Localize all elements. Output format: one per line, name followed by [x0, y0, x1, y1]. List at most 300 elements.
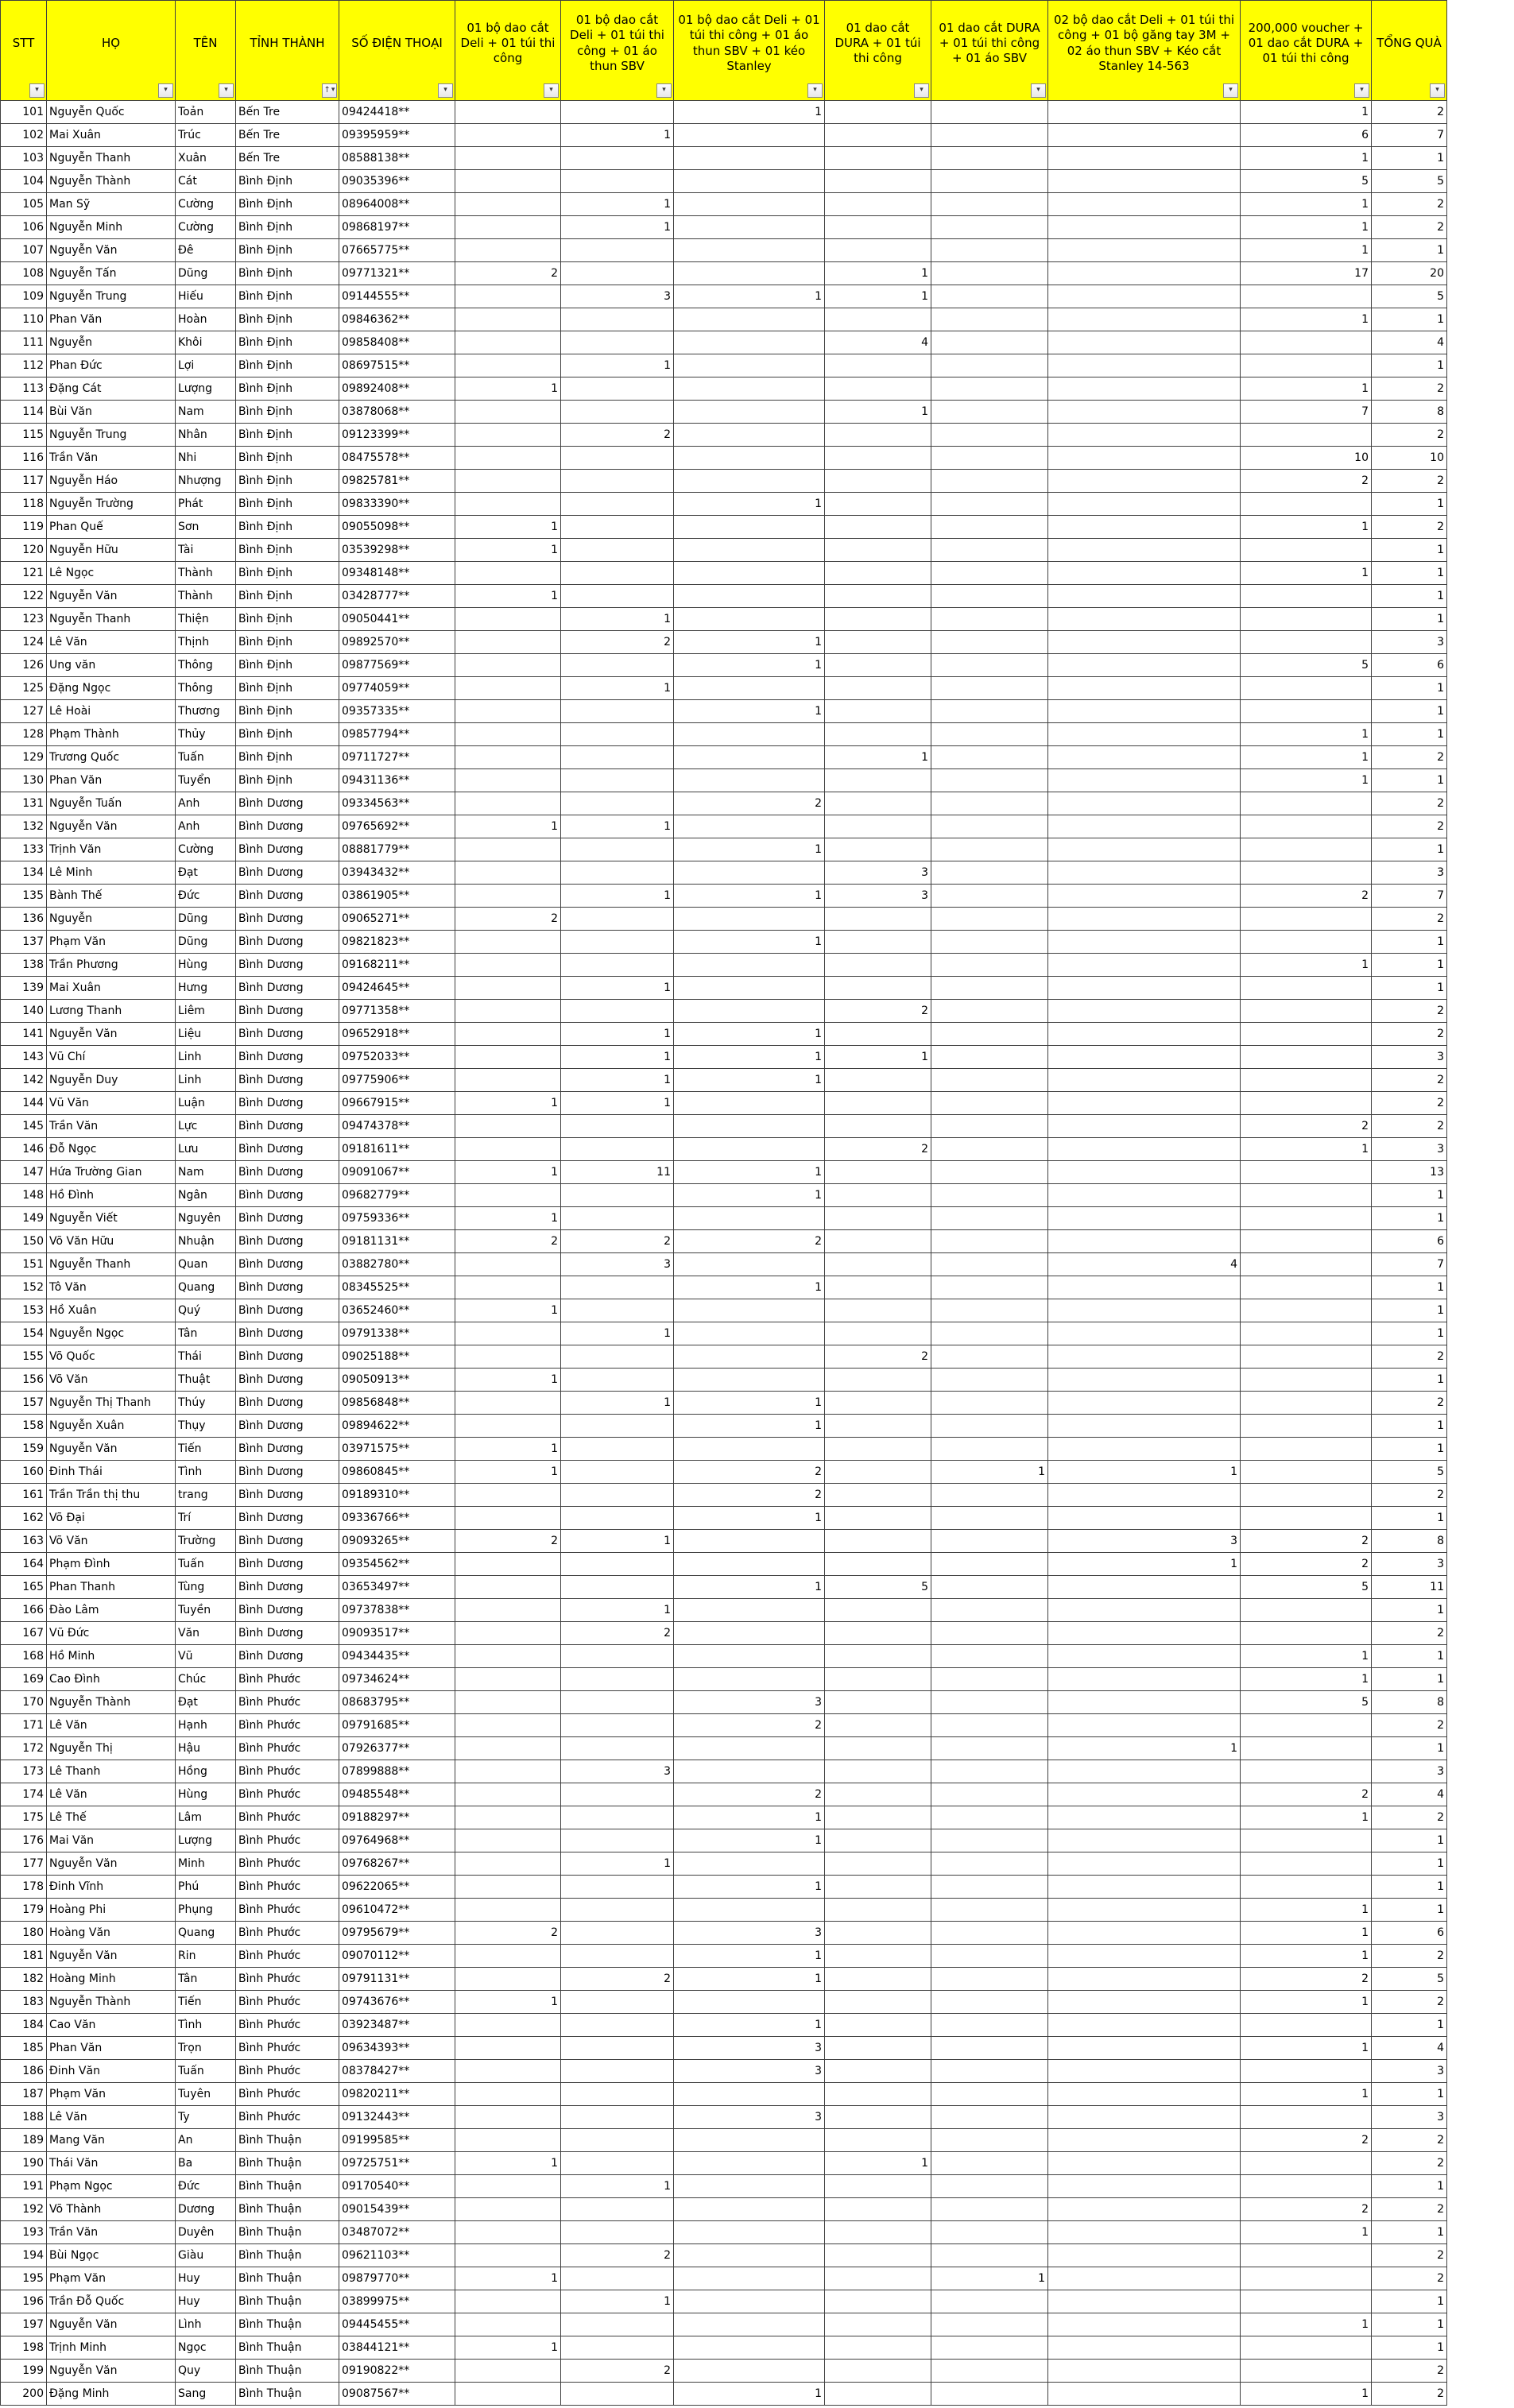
cell-qua-1[interactable]	[455, 1345, 561, 1369]
cell-so-dien-thoai[interactable]: 09743676**	[339, 1991, 455, 2014]
cell-tong-qua[interactable]: 4	[1372, 1783, 1447, 1806]
cell-stt[interactable]: 140	[1, 1000, 47, 1023]
cell-so-dien-thoai[interactable]: 07899888**	[339, 1760, 455, 1783]
cell-qua-2[interactable]: 1	[561, 1852, 674, 1876]
cell-tinh-thanh[interactable]: Bình Dương	[236, 1369, 339, 1392]
cell-qua-7[interactable]	[1241, 1299, 1372, 1322]
cell-stt[interactable]: 185	[1, 2037, 47, 2060]
cell-qua-5[interactable]	[931, 861, 1048, 885]
cell-qua-7[interactable]	[1241, 2244, 1372, 2267]
cell-tong-qua[interactable]: 7	[1372, 885, 1447, 908]
cell-qua-1[interactable]	[455, 1069, 561, 1092]
cell-stt[interactable]: 197	[1, 2313, 47, 2336]
cell-qua-5[interactable]	[931, 470, 1048, 493]
cell-qua-2[interactable]	[561, 1737, 674, 1760]
cell-qua-7[interactable]	[1241, 2060, 1372, 2083]
cell-qua-6[interactable]	[1048, 1207, 1241, 1230]
cell-qua-6[interactable]	[1048, 1968, 1241, 1991]
cell-qua-6[interactable]	[1048, 1876, 1241, 1899]
cell-ten[interactable]: Thụy	[176, 1415, 236, 1438]
cell-qua-4[interactable]	[825, 216, 931, 239]
cell-qua-5[interactable]	[931, 746, 1048, 769]
cell-qua-3[interactable]: 1	[674, 1046, 825, 1069]
cell-qua-2[interactable]	[561, 1000, 674, 1023]
cell-qua-3[interactable]	[674, 861, 825, 885]
cell-tinh-thanh[interactable]: Bình Phước	[236, 1876, 339, 1899]
cell-so-dien-thoai[interactable]: 09857794**	[339, 723, 455, 746]
cell-ten[interactable]: Thương	[176, 700, 236, 723]
cell-tinh-thanh[interactable]: Bình Định	[236, 654, 339, 677]
cell-qua-2[interactable]: 3	[561, 1760, 674, 1783]
cell-tinh-thanh[interactable]: Bình Thuận	[236, 2267, 339, 2290]
cell-ho[interactable]: Phạm Đình	[47, 1553, 176, 1576]
cell-so-dien-thoai[interactable]: 03923487**	[339, 2014, 455, 2037]
cell-stt[interactable]: 175	[1, 1806, 47, 1829]
cell-qua-1[interactable]	[455, 1115, 561, 1138]
cell-qua-5[interactable]	[931, 1000, 1048, 1023]
cell-qua-6[interactable]	[1048, 631, 1241, 654]
cell-tinh-thanh[interactable]: Bình Phước	[236, 1737, 339, 1760]
cell-so-dien-thoai[interactable]: 09424645**	[339, 977, 455, 1000]
cell-qua-1[interactable]: 2	[455, 1922, 561, 1945]
cell-qua-2[interactable]: 2	[561, 2244, 674, 2267]
cell-stt[interactable]: 119	[1, 516, 47, 539]
cell-qua-5[interactable]	[931, 723, 1048, 746]
cell-stt[interactable]: 136	[1, 908, 47, 931]
cell-qua-1[interactable]	[455, 1691, 561, 1714]
cell-ten[interactable]: Lượng	[176, 377, 236, 401]
cell-qua-6[interactable]	[1048, 262, 1241, 285]
cell-qua-7[interactable]: 1	[1241, 769, 1372, 792]
cell-ten[interactable]: trang	[176, 1484, 236, 1507]
cell-ho[interactable]: Nguyễn Thanh	[47, 608, 176, 631]
cell-qua-3[interactable]	[674, 1599, 825, 1622]
cell-stt[interactable]: 161	[1, 1484, 47, 1507]
cell-qua-5[interactable]	[931, 1023, 1048, 1046]
cell-ho[interactable]: Nguyễn Thành	[47, 170, 176, 193]
cell-qua-3[interactable]	[674, 2083, 825, 2106]
cell-qua-7[interactable]	[1241, 1322, 1372, 1345]
cell-tinh-thanh[interactable]: Bình Thuận	[236, 2360, 339, 2383]
cell-qua-4[interactable]	[825, 1714, 931, 1737]
cell-ho[interactable]: Phạm Văn	[47, 2267, 176, 2290]
cell-stt[interactable]: 133	[1, 838, 47, 861]
cell-qua-5[interactable]	[931, 331, 1048, 354]
cell-tong-qua[interactable]: 1	[1372, 1645, 1447, 1668]
cell-qua-7[interactable]	[1241, 585, 1372, 608]
cell-qua-3[interactable]: 3	[674, 1922, 825, 1945]
cell-qua-5[interactable]	[931, 516, 1048, 539]
cell-qua-6[interactable]	[1048, 377, 1241, 401]
cell-qua-1[interactable]	[455, 1046, 561, 1069]
cell-tinh-thanh[interactable]: Bình Định	[236, 308, 339, 331]
cell-qua-7[interactable]: 2	[1241, 1530, 1372, 1553]
cell-qua-5[interactable]	[931, 147, 1048, 170]
cell-qua-4[interactable]	[825, 170, 931, 193]
cell-qua-3[interactable]	[674, 239, 825, 262]
cell-qua-7[interactable]	[1241, 1392, 1372, 1415]
cell-stt[interactable]: 117	[1, 470, 47, 493]
cell-qua-4[interactable]	[825, 931, 931, 954]
cell-qua-4[interactable]	[825, 815, 931, 838]
cell-qua-5[interactable]	[931, 608, 1048, 631]
cell-tong-qua[interactable]: 20	[1372, 262, 1447, 285]
cell-qua-1[interactable]	[455, 977, 561, 1000]
cell-qua-2[interactable]: 1	[561, 2175, 674, 2198]
cell-ten[interactable]: Ngân	[176, 1184, 236, 1207]
cell-qua-5[interactable]	[931, 447, 1048, 470]
cell-tinh-thanh[interactable]: Bình Định	[236, 608, 339, 631]
cell-qua-1[interactable]	[455, 401, 561, 424]
cell-qua-1[interactable]: 2	[455, 262, 561, 285]
cell-tong-qua[interactable]: 2	[1372, 2360, 1447, 2383]
cell-qua-1[interactable]	[455, 1899, 561, 1922]
cell-qua-1[interactable]	[455, 1829, 561, 1852]
cell-ten[interactable]: Ty	[176, 2106, 236, 2129]
cell-qua-1[interactable]	[455, 239, 561, 262]
cell-qua-5[interactable]	[931, 216, 1048, 239]
cell-qua-5[interactable]	[931, 838, 1048, 861]
cell-qua-5[interactable]	[931, 493, 1048, 516]
cell-qua-7[interactable]: 1	[1241, 1922, 1372, 1945]
cell-ho[interactable]: Hồ Đình	[47, 1184, 176, 1207]
cell-qua-1[interactable]	[455, 470, 561, 493]
cell-tong-qua[interactable]: 2	[1372, 746, 1447, 769]
cell-ho[interactable]: Phạm Văn	[47, 931, 176, 954]
cell-qua-1[interactable]	[455, 1968, 561, 1991]
cell-tong-qua[interactable]: 3	[1372, 2060, 1447, 2083]
cell-tinh-thanh[interactable]: Bình Định	[236, 170, 339, 193]
cell-qua-1[interactable]: 1	[455, 1438, 561, 1461]
cell-tong-qua[interactable]: 6	[1372, 654, 1447, 677]
cell-tinh-thanh[interactable]: Bình Định	[236, 562, 339, 585]
cell-qua-4[interactable]	[825, 470, 931, 493]
cell-ten[interactable]: Vũ	[176, 1645, 236, 1668]
cell-qua-7[interactable]: 1	[1241, 101, 1372, 124]
cell-ten[interactable]: Tình	[176, 1461, 236, 1484]
cell-qua-2[interactable]: 3	[561, 285, 674, 308]
cell-qua-7[interactable]	[1241, 1852, 1372, 1876]
cell-stt[interactable]: 128	[1, 723, 47, 746]
cell-tinh-thanh[interactable]: Bình Dương	[236, 1415, 339, 1438]
cell-tong-qua[interactable]: 1	[1372, 2014, 1447, 2037]
cell-ten[interactable]: Đạt	[176, 1691, 236, 1714]
cell-ho[interactable]: Nguyễn Thị Thanh	[47, 1392, 176, 1415]
cell-qua-7[interactable]	[1241, 792, 1372, 815]
cell-qua-4[interactable]: 2	[825, 1000, 931, 1023]
cell-ten[interactable]: Hùng	[176, 954, 236, 977]
cell-stt[interactable]: 102	[1, 124, 47, 147]
cell-tong-qua[interactable]: 2	[1372, 1991, 1447, 2014]
cell-qua-7[interactable]	[1241, 677, 1372, 700]
cell-qua-1[interactable]	[455, 1023, 561, 1046]
cell-so-dien-thoai[interactable]: 09622065**	[339, 1876, 455, 1899]
cell-qua-2[interactable]	[561, 769, 674, 792]
cell-qua-7[interactable]: 1	[1241, 1645, 1372, 1668]
cell-qua-7[interactable]	[1241, 1415, 1372, 1438]
cell-so-dien-thoai[interactable]: 09846362**	[339, 308, 455, 331]
cell-qua-6[interactable]	[1048, 954, 1241, 977]
cell-tinh-thanh[interactable]: Bình Dương	[236, 1322, 339, 1345]
cell-qua-3[interactable]	[674, 2221, 825, 2244]
cell-qua-2[interactable]	[561, 1645, 674, 1668]
cell-qua-5[interactable]	[931, 1345, 1048, 1369]
cell-qua-7[interactable]	[1241, 2106, 1372, 2129]
cell-qua-6[interactable]	[1048, 746, 1241, 769]
cell-qua-1[interactable]	[455, 2244, 561, 2267]
cell-qua-7[interactable]	[1241, 493, 1372, 516]
cell-qua-4[interactable]	[825, 723, 931, 746]
cell-so-dien-thoai[interactable]: 08588138**	[339, 147, 455, 170]
cell-stt[interactable]: 194	[1, 2244, 47, 2267]
cell-qua-3[interactable]: 1	[674, 2014, 825, 2037]
cell-qua-3[interactable]: 2	[674, 1783, 825, 1806]
cell-qua-6[interactable]	[1048, 470, 1241, 493]
cell-ho[interactable]: Nguyễn Thị	[47, 1737, 176, 1760]
cell-tong-qua[interactable]: 1	[1372, 1207, 1447, 1230]
cell-ho[interactable]: Mai Xuân	[47, 977, 176, 1000]
cell-qua-1[interactable]	[455, 2290, 561, 2313]
cell-ho[interactable]: Võ Thành	[47, 2198, 176, 2221]
cell-qua-6[interactable]	[1048, 1760, 1241, 1783]
cell-qua-5[interactable]	[931, 885, 1048, 908]
cell-qua-1[interactable]: 1	[455, 585, 561, 608]
cell-qua-3[interactable]: 1	[674, 1415, 825, 1438]
cell-so-dien-thoai[interactable]: 09348148**	[339, 562, 455, 585]
cell-so-dien-thoai[interactable]: 09877569**	[339, 654, 455, 677]
cell-tong-qua[interactable]: 1	[1372, 1899, 1447, 1922]
cell-qua-5[interactable]	[931, 124, 1048, 147]
cell-qua-7[interactable]	[1241, 700, 1372, 723]
cell-qua-2[interactable]: 1	[561, 977, 674, 1000]
cell-qua-5[interactable]	[931, 1829, 1048, 1852]
cell-qua-1[interactable]	[455, 2037, 561, 2060]
cell-stt[interactable]: 148	[1, 1184, 47, 1207]
cell-so-dien-thoai[interactable]: 09035396**	[339, 170, 455, 193]
cell-qua-2[interactable]	[561, 1115, 674, 1138]
cell-qua-6[interactable]	[1048, 1899, 1241, 1922]
cell-tong-qua[interactable]: 2	[1372, 1622, 1447, 1645]
cell-tong-qua[interactable]: 13	[1372, 1161, 1447, 1184]
cell-ho[interactable]: Vũ Văn	[47, 1092, 176, 1115]
cell-ho[interactable]: Nguyễn	[47, 331, 176, 354]
cell-tinh-thanh[interactable]: Bình Định	[236, 216, 339, 239]
cell-qua-4[interactable]	[825, 838, 931, 861]
cell-qua-3[interactable]	[674, 1115, 825, 1138]
cell-qua-7[interactable]: 1	[1241, 308, 1372, 331]
cell-tinh-thanh[interactable]: Bình Thuận	[236, 2175, 339, 2198]
cell-tinh-thanh[interactable]: Bình Phước	[236, 2060, 339, 2083]
cell-so-dien-thoai[interactable]: 09868197**	[339, 216, 455, 239]
cell-tinh-thanh[interactable]: Bình Dương	[236, 838, 339, 861]
cell-qua-7[interactable]	[1241, 1207, 1372, 1230]
cell-qua-6[interactable]	[1048, 1576, 1241, 1599]
cell-tinh-thanh[interactable]: Bình Phước	[236, 2083, 339, 2106]
cell-so-dien-thoai[interactable]: 09821823**	[339, 931, 455, 954]
cell-qua-2[interactable]	[561, 1415, 674, 1438]
cell-qua-5[interactable]	[931, 2360, 1048, 2383]
cell-ho[interactable]: Bùi Ngọc	[47, 2244, 176, 2267]
cell-ho[interactable]: Mang Văn	[47, 2129, 176, 2152]
cell-qua-1[interactable]	[455, 1806, 561, 1829]
cell-ten[interactable]: Huy	[176, 2267, 236, 2290]
cell-qua-1[interactable]	[455, 723, 561, 746]
cell-tinh-thanh[interactable]: Bình Dương	[236, 1622, 339, 1645]
cell-tong-qua[interactable]: 3	[1372, 1553, 1447, 1576]
cell-qua-4[interactable]	[825, 147, 931, 170]
cell-so-dien-thoai[interactable]: 09752033**	[339, 1046, 455, 1069]
cell-qua-3[interactable]	[674, 1530, 825, 1553]
cell-qua-6[interactable]	[1048, 2060, 1241, 2083]
cell-qua-6[interactable]	[1048, 1714, 1241, 1737]
cell-qua-2[interactable]	[561, 1829, 674, 1852]
cell-qua-5[interactable]	[931, 2336, 1048, 2360]
cell-tong-qua[interactable]: 2	[1372, 1484, 1447, 1507]
cell-qua-5[interactable]	[931, 908, 1048, 931]
cell-qua-4[interactable]	[825, 1461, 931, 1484]
cell-qua-6[interactable]: 1	[1048, 1553, 1241, 1576]
cell-tinh-thanh[interactable]: Bình Phước	[236, 1783, 339, 1806]
cell-qua-3[interactable]	[674, 377, 825, 401]
cell-qua-3[interactable]	[674, 2336, 825, 2360]
cell-ten[interactable]: Chúc	[176, 1668, 236, 1691]
cell-qua-2[interactable]	[561, 377, 674, 401]
cell-ho[interactable]: Tô Văn	[47, 1276, 176, 1299]
cell-qua-2[interactable]	[561, 2383, 674, 2406]
cell-qua-7[interactable]: 6	[1241, 124, 1372, 147]
cell-qua-7[interactable]: 2	[1241, 1115, 1372, 1138]
cell-qua-1[interactable]	[455, 654, 561, 677]
cell-qua-7[interactable]: 1	[1241, 1899, 1372, 1922]
cell-qua-2[interactable]: 1	[561, 815, 674, 838]
cell-qua-5[interactable]	[931, 1184, 1048, 1207]
cell-qua-5[interactable]	[931, 2290, 1048, 2313]
cell-ho[interactable]: Trịnh Minh	[47, 2336, 176, 2360]
cell-so-dien-thoai[interactable]: 09354562**	[339, 1553, 455, 1576]
cell-qua-7[interactable]	[1241, 1161, 1372, 1184]
cell-ho[interactable]: Lê Văn	[47, 1714, 176, 1737]
cell-qua-6[interactable]: 1	[1048, 1737, 1241, 1760]
cell-qua-1[interactable]	[455, 792, 561, 815]
cell-qua-2[interactable]: 1	[561, 1092, 674, 1115]
cell-qua-3[interactable]: 1	[674, 1023, 825, 1046]
cell-ho[interactable]: Vũ Đức	[47, 1622, 176, 1645]
cell-qua-7[interactable]	[1241, 1622, 1372, 1645]
cell-ten[interactable]: Hạnh	[176, 1714, 236, 1737]
cell-ten[interactable]: Tuấn	[176, 746, 236, 769]
cell-so-dien-thoai[interactable]: 09015439**	[339, 2198, 455, 2221]
cell-qua-6[interactable]	[1048, 539, 1241, 562]
cell-tinh-thanh[interactable]: Bình Định	[236, 769, 339, 792]
cell-ho[interactable]: Cao Đình	[47, 1668, 176, 1691]
cell-qua-4[interactable]	[825, 2290, 931, 2313]
cell-qua-7[interactable]	[1241, 331, 1372, 354]
cell-ten[interactable]: Đê	[176, 239, 236, 262]
cell-so-dien-thoai[interactable]: 09610472**	[339, 1899, 455, 1922]
cell-ho[interactable]: Đinh Văn	[47, 2060, 176, 2083]
cell-ho[interactable]: Lê Văn	[47, 631, 176, 654]
cell-qua-7[interactable]	[1241, 2290, 1372, 2313]
cell-so-dien-thoai[interactable]: 09050441**	[339, 608, 455, 631]
cell-stt[interactable]: 195	[1, 2267, 47, 2290]
cell-qua-3[interactable]: 1	[674, 493, 825, 516]
cell-qua-3[interactable]	[674, 1852, 825, 1876]
cell-qua-4[interactable]: 3	[825, 861, 931, 885]
cell-qua-3[interactable]: 3	[674, 2037, 825, 2060]
cell-qua-3[interactable]: 2	[674, 792, 825, 815]
cell-tong-qua[interactable]: 3	[1372, 1046, 1447, 1069]
cell-qua-5[interactable]	[931, 1161, 1048, 1184]
cell-stt[interactable]: 113	[1, 377, 47, 401]
cell-so-dien-thoai[interactable]: 09070112**	[339, 1945, 455, 1968]
cell-qua-2[interactable]	[561, 1991, 674, 2014]
cell-qua-7[interactable]	[1241, 1484, 1372, 1507]
cell-tong-qua[interactable]: 2	[1372, 193, 1447, 216]
cell-qua-3[interactable]	[674, 608, 825, 631]
cell-tong-qua[interactable]: 3	[1372, 631, 1447, 654]
cell-tong-qua[interactable]: 2	[1372, 1945, 1447, 1968]
cell-so-dien-thoai[interactable]: 09395959**	[339, 124, 455, 147]
cell-qua-6[interactable]	[1048, 562, 1241, 585]
cell-stt[interactable]: 171	[1, 1714, 47, 1737]
cell-qua-6[interactable]	[1048, 908, 1241, 931]
cell-qua-7[interactable]	[1241, 1000, 1372, 1023]
cell-qua-3[interactable]	[674, 815, 825, 838]
cell-qua-1[interactable]	[455, 331, 561, 354]
cell-qua-4[interactable]	[825, 1322, 931, 1345]
cell-qua-2[interactable]	[561, 2267, 674, 2290]
cell-stt[interactable]: 121	[1, 562, 47, 585]
cell-stt[interactable]: 179	[1, 1899, 47, 1922]
cell-qua-5[interactable]	[931, 1115, 1048, 1138]
cell-qua-3[interactable]: 1	[674, 1184, 825, 1207]
cell-qua-2[interactable]	[561, 2198, 674, 2221]
cell-qua-3[interactable]: 1	[674, 1069, 825, 1092]
cell-qua-4[interactable]	[825, 977, 931, 1000]
filter-sort-button-tinh-thanh[interactable]	[322, 83, 337, 98]
cell-qua-2[interactable]: 1	[561, 216, 674, 239]
cell-ten[interactable]: Nhi	[176, 447, 236, 470]
cell-qua-6[interactable]	[1048, 1668, 1241, 1691]
cell-ho[interactable]: Nguyễn Văn	[47, 1023, 176, 1046]
cell-ho[interactable]: Nguyễn Văn	[47, 1945, 176, 1968]
cell-qua-2[interactable]	[561, 2336, 674, 2360]
cell-tong-qua[interactable]: 1	[1372, 2221, 1447, 2244]
cell-ten[interactable]: Thúy	[176, 1392, 236, 1415]
cell-ho[interactable]: Nguyễn Duy	[47, 1069, 176, 1092]
cell-qua-7[interactable]	[1241, 354, 1372, 377]
cell-qua-4[interactable]	[825, 1737, 931, 1760]
cell-tong-qua[interactable]: 1	[1372, 608, 1447, 631]
cell-qua-4[interactable]	[825, 424, 931, 447]
cell-so-dien-thoai[interactable]: 09892570**	[339, 631, 455, 654]
cell-ho[interactable]: Lê Văn	[47, 1783, 176, 1806]
cell-qua-1[interactable]	[455, 216, 561, 239]
cell-qua-2[interactable]	[561, 2106, 674, 2129]
cell-qua-5[interactable]	[931, 170, 1048, 193]
cell-stt[interactable]: 155	[1, 1345, 47, 1369]
cell-qua-1[interactable]	[455, 861, 561, 885]
cell-qua-3[interactable]	[674, 2244, 825, 2267]
cell-ten[interactable]: Thịnh	[176, 631, 236, 654]
cell-tinh-thanh[interactable]: Bình Dương	[236, 1207, 339, 1230]
cell-qua-2[interactable]: 1	[561, 1023, 674, 1046]
cell-qua-3[interactable]: 1	[674, 1161, 825, 1184]
cell-qua-1[interactable]	[455, 838, 561, 861]
cell-qua-6[interactable]	[1048, 700, 1241, 723]
cell-tinh-thanh[interactable]: Bình Phước	[236, 2037, 339, 2060]
cell-qua-2[interactable]	[561, 1668, 674, 1691]
